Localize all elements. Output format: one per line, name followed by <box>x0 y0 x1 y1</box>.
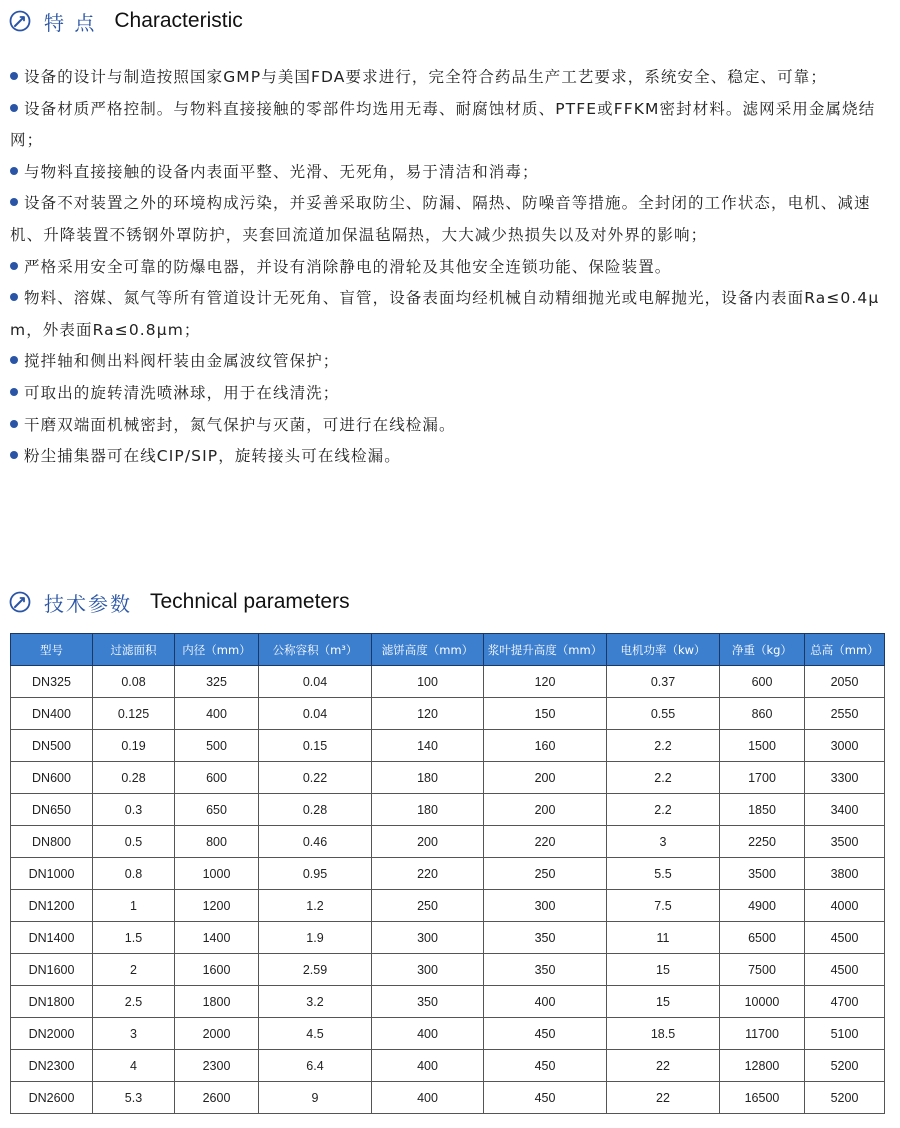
feature-item <box>10 346 880 378</box>
table-cell: 3.2 <box>259 986 372 1018</box>
table-cell: DN2300 <box>11 1050 93 1082</box>
table-row <box>11 954 885 986</box>
table-cell: 15 <box>607 986 720 1018</box>
table-cell: 160 <box>484 730 607 762</box>
table-cell: 7.5 <box>607 890 720 922</box>
feature-item <box>10 252 880 284</box>
table-cell: 3000 <box>805 730 885 762</box>
feature-text: 粉尘捕集器可在线CIP/SIP，旋转接头可在线检漏。 <box>24 447 401 466</box>
feature-item <box>10 410 880 442</box>
characteristic-title-en: Characteristic <box>114 9 243 32</box>
column-header: 内径（mm） <box>175 634 259 666</box>
table-cell: 4900 <box>720 890 805 922</box>
table-cell: 2050 <box>805 666 885 698</box>
table-cell: 3400 <box>805 794 885 826</box>
table-cell: 5200 <box>805 1082 885 1114</box>
table-cell: 3300 <box>805 762 885 794</box>
table-row <box>11 986 885 1018</box>
table-cell: 12800 <box>720 1050 805 1082</box>
table-cell: 220 <box>484 826 607 858</box>
table-cell: DN325 <box>11 666 93 698</box>
table-cell: 1.9 <box>259 922 372 954</box>
table-cell: 0.28 <box>259 794 372 826</box>
table-cell: 6.4 <box>259 1050 372 1082</box>
table-cell: 7500 <box>720 954 805 986</box>
table-cell: 0.28 <box>93 762 175 794</box>
table-cell: 0.04 <box>259 698 372 730</box>
table-cell: 2600 <box>175 1082 259 1114</box>
table-row <box>11 666 885 698</box>
table-cell: 450 <box>484 1018 607 1050</box>
table-cell: 0.22 <box>259 762 372 794</box>
feature-item <box>10 157 880 189</box>
table-cell: 1850 <box>720 794 805 826</box>
table-cell: 800 <box>175 826 259 858</box>
table-cell: 1400 <box>175 922 259 954</box>
table-cell: 5.5 <box>607 858 720 890</box>
table-cell: DN650 <box>11 794 93 826</box>
compass-gauge-icon <box>8 590 32 614</box>
table-cell: 1 <box>93 890 175 922</box>
table-cell: 350 <box>484 954 607 986</box>
bullet-dot-icon <box>10 72 18 80</box>
table-cell: 4000 <box>805 890 885 922</box>
table-cell: 5100 <box>805 1018 885 1050</box>
bullet-dot-icon <box>10 420 18 428</box>
table-cell: 650 <box>175 794 259 826</box>
table-cell: 0.125 <box>93 698 175 730</box>
table-cell: DN400 <box>11 698 93 730</box>
table-cell: 3500 <box>805 826 885 858</box>
table-cell: 2 <box>93 954 175 986</box>
table-cell: 1.5 <box>93 922 175 954</box>
table-cell: 600 <box>720 666 805 698</box>
table-row <box>11 826 885 858</box>
feature-text: 可取出的旋转清洗喷淋球，用于在线清洗； <box>24 383 340 402</box>
table-row <box>11 698 885 730</box>
parameters-title-en: Technical parameters <box>150 590 350 613</box>
column-header: 浆叶提升高度（mm） <box>484 634 607 666</box>
table-cell: 5200 <box>805 1050 885 1082</box>
table-cell: 0.08 <box>93 666 175 698</box>
feature-text: 搅拌轴和侧出料阀杆装由金属波纹管保护； <box>24 352 340 371</box>
table-cell: 350 <box>372 986 484 1018</box>
column-header: 型号 <box>11 634 93 666</box>
table-cell: 2.2 <box>607 730 720 762</box>
column-header: 过滤面积 <box>93 634 175 666</box>
table-cell: 100 <box>372 666 484 698</box>
table-body <box>11 666 885 1114</box>
table-cell: 2550 <box>805 698 885 730</box>
table-cell: 6500 <box>720 922 805 954</box>
table-cell: 0.95 <box>259 858 372 890</box>
bullet-dot-icon <box>10 167 18 175</box>
feature-text: 设备材质严格控制。与物料直接接触的零部件均选用无毒、耐腐蚀材质、PTFE或FFKM密封材料。滤网采用金属烧结网； <box>10 99 876 150</box>
table-cell: 3500 <box>720 858 805 890</box>
table-cell: 1700 <box>720 762 805 794</box>
table-cell: 9 <box>259 1082 372 1114</box>
column-header: 净重（kg） <box>720 634 805 666</box>
table-cell: 450 <box>484 1082 607 1114</box>
bullet-dot-icon <box>10 104 18 112</box>
table-cell: DN1400 <box>11 922 93 954</box>
table-cell: 500 <box>175 730 259 762</box>
characteristic-heading <box>8 6 243 36</box>
table-cell: 300 <box>484 890 607 922</box>
feature-text: 物料、溶媒、氮气等所有管道设计无死角、盲管，设备表面均经机械自动精细抛光或电解抛光，设备内表面Ra≤0.4μm，外表面Ra≤0.8μm； <box>10 289 880 339</box>
feature-text: 设备的设计与制造按照国家GMP与美国FDA要求进行，完全符合药品生产工艺要求，系统安全、稳定、可靠； <box>24 68 827 86</box>
table-cell: DN1800 <box>11 986 93 1018</box>
feature-item <box>10 283 880 346</box>
table-cell: DN2600 <box>11 1082 93 1114</box>
table-cell: 3 <box>93 1018 175 1050</box>
table-cell: DN800 <box>11 826 93 858</box>
feature-item <box>10 62 880 94</box>
table-cell: 400 <box>484 986 607 1018</box>
table-cell: 0.15 <box>259 730 372 762</box>
table-cell: 860 <box>720 698 805 730</box>
column-header: 滤饼高度（mm） <box>372 634 484 666</box>
table-cell: 0.37 <box>607 666 720 698</box>
table-cell: 0.5 <box>93 826 175 858</box>
feature-item <box>10 378 880 410</box>
table-cell: 4 <box>93 1050 175 1082</box>
table-cell: 11 <box>607 922 720 954</box>
table-cell: 0.3 <box>93 794 175 826</box>
table-cell: 2.59 <box>259 954 372 986</box>
table-cell: 1500 <box>720 730 805 762</box>
compass-gauge-icon <box>8 9 32 33</box>
parameters-table <box>10 633 885 1114</box>
table-cell: 4.5 <box>259 1018 372 1050</box>
table-cell: 4500 <box>805 922 885 954</box>
bullet-dot-icon <box>10 262 18 270</box>
feature-text: 严格采用安全可靠的防爆电器，并设有消除静电的滑轮及其他安全连锁功能、保险装置。 <box>24 257 672 276</box>
table-cell: 0.19 <box>93 730 175 762</box>
table-cell: 5.3 <box>93 1082 175 1114</box>
table-row <box>11 858 885 890</box>
column-header: 总高（mm） <box>805 634 885 666</box>
table-row <box>11 730 885 762</box>
table-cell: 2250 <box>720 826 805 858</box>
table-cell: 180 <box>372 794 484 826</box>
table-row <box>11 762 885 794</box>
table-cell: 250 <box>484 858 607 890</box>
table-cell: 300 <box>372 954 484 986</box>
table-cell: 3 <box>607 826 720 858</box>
table-cell: 400 <box>372 1018 484 1050</box>
table-cell: DN2000 <box>11 1018 93 1050</box>
table-cell: 16500 <box>720 1082 805 1114</box>
table-cell: 2.5 <box>93 986 175 1018</box>
table-cell: 4500 <box>805 954 885 986</box>
table-cell: 600 <box>175 762 259 794</box>
table-cell: 250 <box>372 890 484 922</box>
column-header: 电机功率（kw） <box>607 634 720 666</box>
table-cell: 11700 <box>720 1018 805 1050</box>
bullet-dot-icon <box>10 451 18 459</box>
table-cell: 18.5 <box>607 1018 720 1050</box>
feature-item <box>10 441 880 473</box>
table-cell: 325 <box>175 666 259 698</box>
table-cell: 120 <box>372 698 484 730</box>
table-cell: 22 <box>607 1050 720 1082</box>
table-row <box>11 922 885 954</box>
feature-text: 设备不对装置之外的环境构成污染，并妥善采取防尘、防漏、隔热、防噪音等措施。全封闭的工作状态，电机、减速机、升降装置不锈钢外罩防护，夹套回流道加保温毡隔热，大大减少热损失以及对外界的影响； <box>10 194 871 244</box>
table-cell: 1600 <box>175 954 259 986</box>
table-cell: 200 <box>484 762 607 794</box>
table-cell: 180 <box>372 762 484 794</box>
table-cell: 2.2 <box>607 762 720 794</box>
table-cell: 400 <box>372 1082 484 1114</box>
characteristic-list <box>10 62 880 473</box>
table-cell: 0.04 <box>259 666 372 698</box>
table-cell: DN500 <box>11 730 93 762</box>
table-cell: 1200 <box>175 890 259 922</box>
table-cell: 0.55 <box>607 698 720 730</box>
table-row <box>11 1018 885 1050</box>
table-cell: 450 <box>484 1050 607 1082</box>
column-header: 公称容积（m³） <box>259 634 372 666</box>
table-cell: 1.2 <box>259 890 372 922</box>
table-row <box>11 794 885 826</box>
table-cell: 350 <box>484 922 607 954</box>
table-cell: 200 <box>484 794 607 826</box>
table-cell: 150 <box>484 698 607 730</box>
table-cell: 400 <box>372 1050 484 1082</box>
table-header-row <box>11 634 885 666</box>
table-cell: 22 <box>607 1082 720 1114</box>
bullet-dot-icon <box>10 388 18 396</box>
parameters-title-cn: 技术参数 <box>44 591 132 616</box>
table-cell: 3800 <box>805 858 885 890</box>
table-cell: DN1600 <box>11 954 93 986</box>
table-cell: 0.46 <box>259 826 372 858</box>
table-cell: 300 <box>372 922 484 954</box>
table-cell: 10000 <box>720 986 805 1018</box>
table-cell: 2.2 <box>607 794 720 826</box>
table-row <box>11 1082 885 1114</box>
table-cell: 15 <box>607 954 720 986</box>
bullet-dot-icon <box>10 293 18 301</box>
table-cell: 1000 <box>175 858 259 890</box>
table-row <box>11 890 885 922</box>
feature-item <box>10 188 880 251</box>
table-cell: 1800 <box>175 986 259 1018</box>
table-cell: DN1000 <box>11 858 93 890</box>
characteristic-title-cn: 特 点 <box>44 10 97 35</box>
bullet-dot-icon <box>10 356 18 364</box>
table-cell: 200 <box>372 826 484 858</box>
feature-text: 与物料直接接触的设备内表面平整、光滑、无死角，易于清洁和消毒； <box>24 162 539 181</box>
table-cell: 2000 <box>175 1018 259 1050</box>
table-cell: 400 <box>175 698 259 730</box>
table-cell: 2300 <box>175 1050 259 1082</box>
feature-item <box>10 94 880 157</box>
table-cell: DN600 <box>11 762 93 794</box>
table-cell: 120 <box>484 666 607 698</box>
parameters-heading <box>8 587 350 617</box>
table-cell: 140 <box>372 730 484 762</box>
table-cell: 220 <box>372 858 484 890</box>
table-cell: 4700 <box>805 986 885 1018</box>
table-row <box>11 1050 885 1082</box>
feature-text: 干磨双端面机械密封，氮气保护与灭菌，可进行在线检漏。 <box>24 415 456 434</box>
table-cell: DN1200 <box>11 890 93 922</box>
bullet-dot-icon <box>10 198 18 206</box>
table-cell: 0.8 <box>93 858 175 890</box>
